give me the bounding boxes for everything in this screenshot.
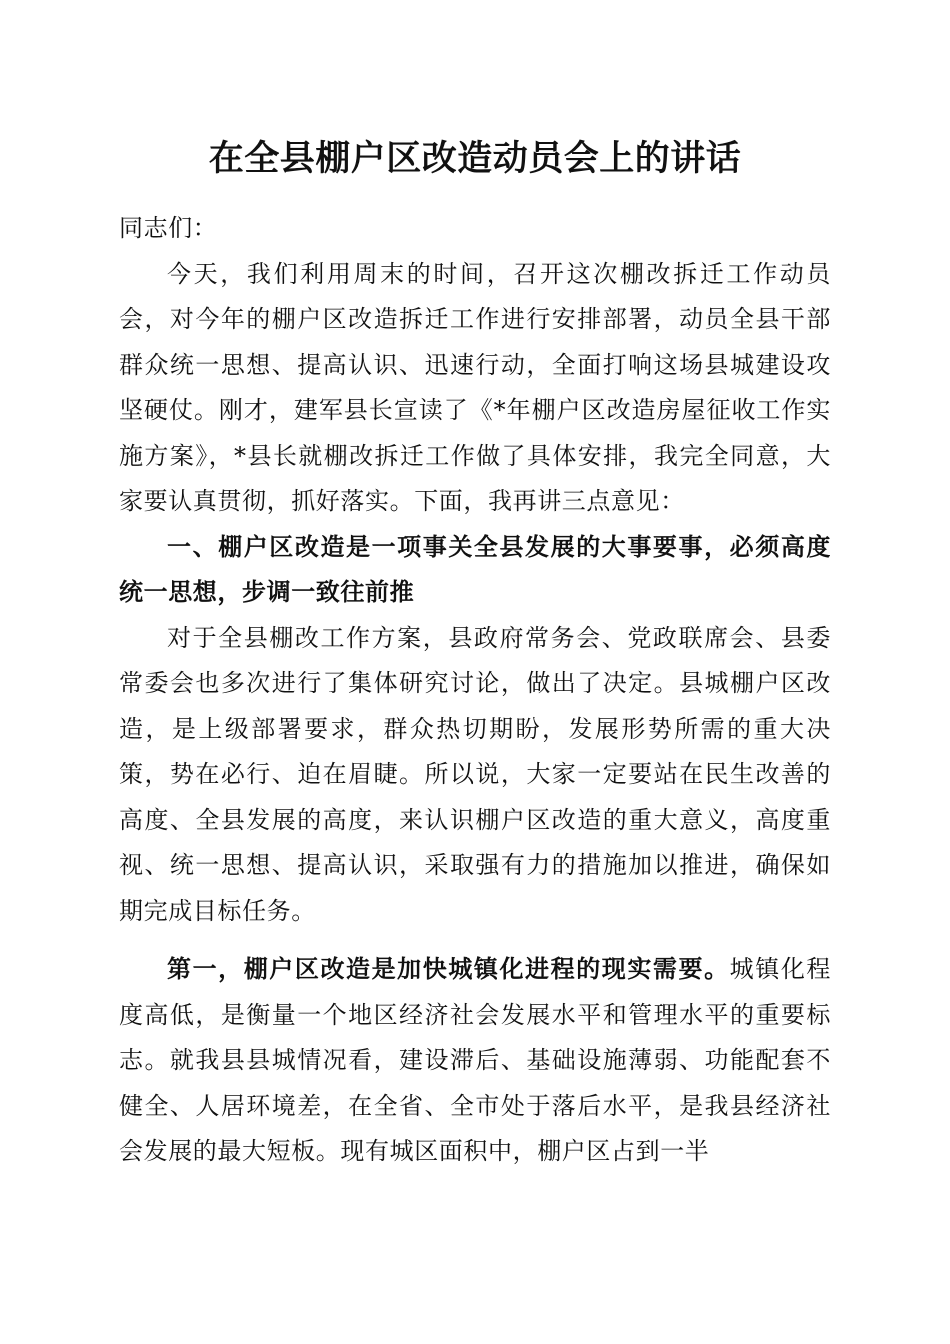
intro-paragraph: 今天，我们利用周末的时间，召开这次棚改拆迁工作动员会，对今年的棚户区改造拆迁工作进行安排部署，动员全县干部群众统一思想、提高认识、迅速行动，全面打响这场县城建设攻坚硬仗。刚才，建军县长宣读了《*年棚户区改造房屋征收工作实施方案》，*县长就棚改拆迁工作做了具体安排，我完全同意，大家要认真贯彻，抓好落实。下面，我再讲三点意见： (119, 259, 831, 515)
point-1-paragraph (119, 946, 831, 1175)
point-1-lead: 第一，棚户区改造是加快城镇化进程的现实需要。 (167, 954, 730, 983)
point-1-text: 城镇化程度高低，是衡量一个地区经济社会发展水平和管理水平的重要标志。就我县县城情况看，建设滞后、基础设施薄弱、功能配套不健全、人居环境差，在全省、全市处于落后水平，是我县经济社会发展的最大短板。现有城区面积中，棚户区占到一半 (119, 955, 831, 1165)
section-1-paragraph: 对于全县棚改工作方案，县政府常务会、党政联席会、县委常委会也多次进行了集体研究讨论，做出了决定。县城棚户区改造，是上级部署要求，群众热切期盼，发展形势所需的重大决策，势在必行、迫在眉睫。所以说，大家一定要站在民生改善的高度、全县发展的高度，来认识棚户区改造的重大意义，高度重视、统一思想、提高认识，采取强有力的措施加以推进，确保如期完成目标任务。 (119, 623, 831, 925)
section-heading-1: 一、棚户区改造是一项事关全县发展的大事要事，必须高度统一思想，步调一致往前推 (119, 532, 831, 606)
paragraph-gap (119, 934, 831, 946)
page-title: 在全县棚户区改造动员会上的讲话 (208, 138, 742, 179)
document-body (119, 206, 831, 1175)
salutation: 同志们： (119, 214, 218, 242)
